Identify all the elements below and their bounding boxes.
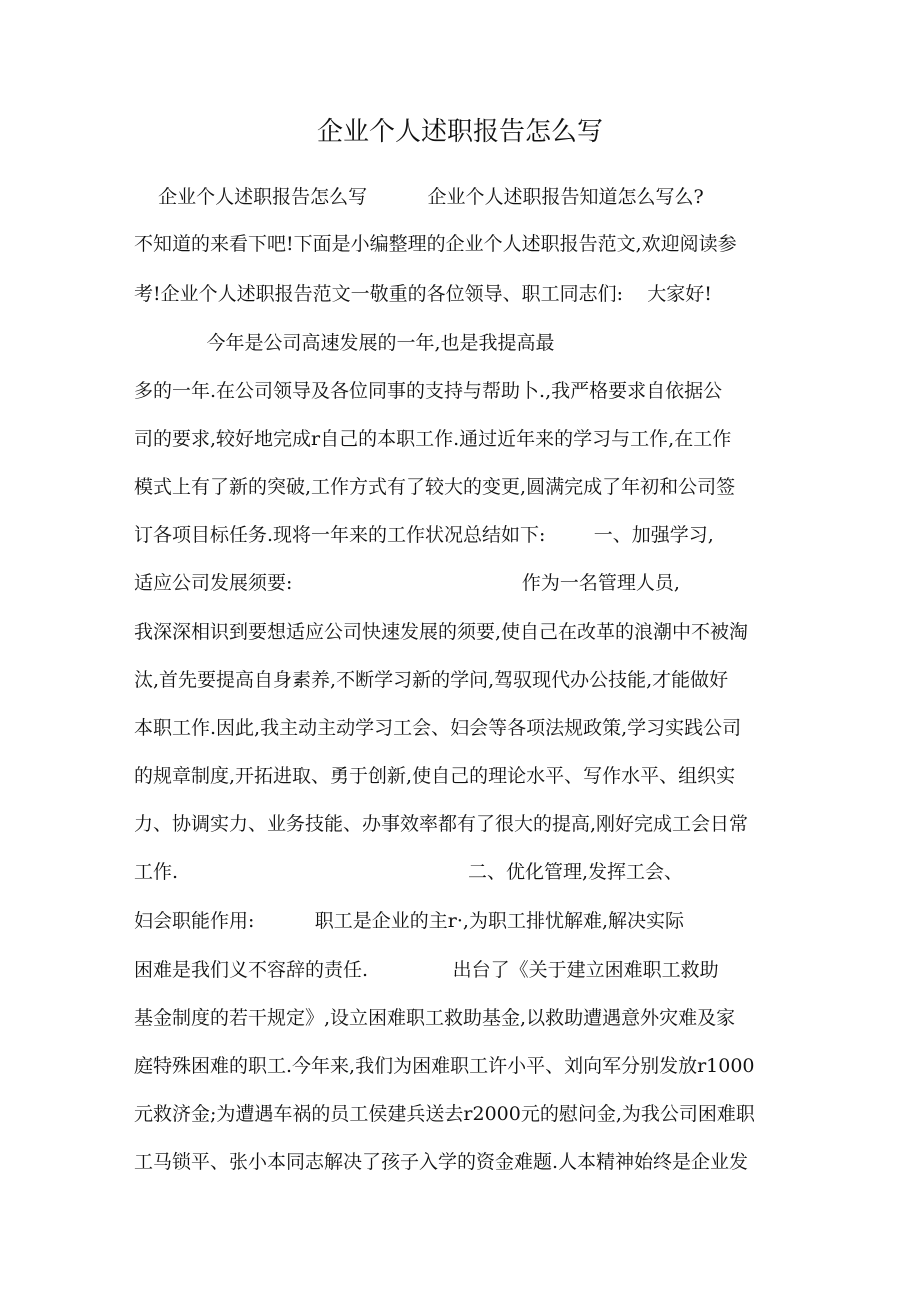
body-line: 妇会职能作用: 职工是企业的主r·,为职工排忧解难,解决实际	[134, 910, 684, 932]
body-line: 工马锁平、张小本同志解决了孩子入学的资金难题.人本精神始终是企业发	[134, 1151, 749, 1173]
body-line: 司的要求,较好地完成r自己的本职工作.通过近年来的学习与工作,在工作	[134, 428, 732, 450]
body-line: 订各项目标任务.现将一年来的工作状况总结如下: 一、加强学习,	[134, 524, 714, 546]
body-line: 适应公司发展须要: 作为一名管理人员,	[134, 572, 680, 594]
body-line: 力、协调实力、业务技能、办事效率都有了很大的提高,刚好完成工会日常	[134, 813, 749, 835]
body-line: 考!企业个人述职报告范文一敬重的各位领导、职工同志们: 大家好!	[134, 283, 712, 305]
body-line: 困难是我们义不容辞的责任. 出台了《关于建立困难职工救助	[134, 959, 719, 981]
body-line: 庭特殊困难的职工.今年来,我们为困难职工许小平、刘向军分别发放r1000	[134, 1055, 755, 1077]
document-title: 企业个人述职报告怎么写	[316, 117, 603, 147]
body-line: 今年是公司高速发展的一年,也是我提高最	[134, 332, 555, 354]
body-line: 的规章制度,开拓进取、勇于创新,使自己的理论水平、写作水平、组织实	[134, 765, 736, 787]
body-line: 基金制度的若干规定》,设立困难职工救助基金,以救助遭遇意外灾难及家	[134, 1007, 736, 1029]
body-line: 模式上有了新的突破,工作方式有了较大的变更,圆满完成了年初和公司签	[134, 476, 736, 498]
body-line: 我深深相识到要想适应公司快速发展的须要,使自己在改革的浪潮中不被淘	[134, 621, 749, 643]
body-line: 元救济金;为遭遇车祸的员工侯建兵送去r2000元的慰问金,为我公司困难职	[134, 1103, 755, 1125]
body-line: 汰,首先要提高自身素养,不断学习新的学问,驾驭现代办公技能,才能做好	[134, 669, 729, 691]
body-line: 多的一年.在公司领导及各位同事的支持与帮助卜.,我严格要求自依据公	[134, 380, 723, 402]
body-line: 企业个人述职报告怎么写 企业个人述职报告知道怎么写么?	[134, 186, 704, 208]
body-line: 不知道的来看下吧!下面是小编整理的企业个人述职报告范文,欢迎阅读参	[134, 233, 737, 255]
body-line: 工作. 二、优化管理,发挥工会、	[134, 861, 683, 883]
body-line: 本职工作.因此,我主动主动学习工会、妇会等各项法规政策,学习实践公司	[134, 717, 742, 739]
